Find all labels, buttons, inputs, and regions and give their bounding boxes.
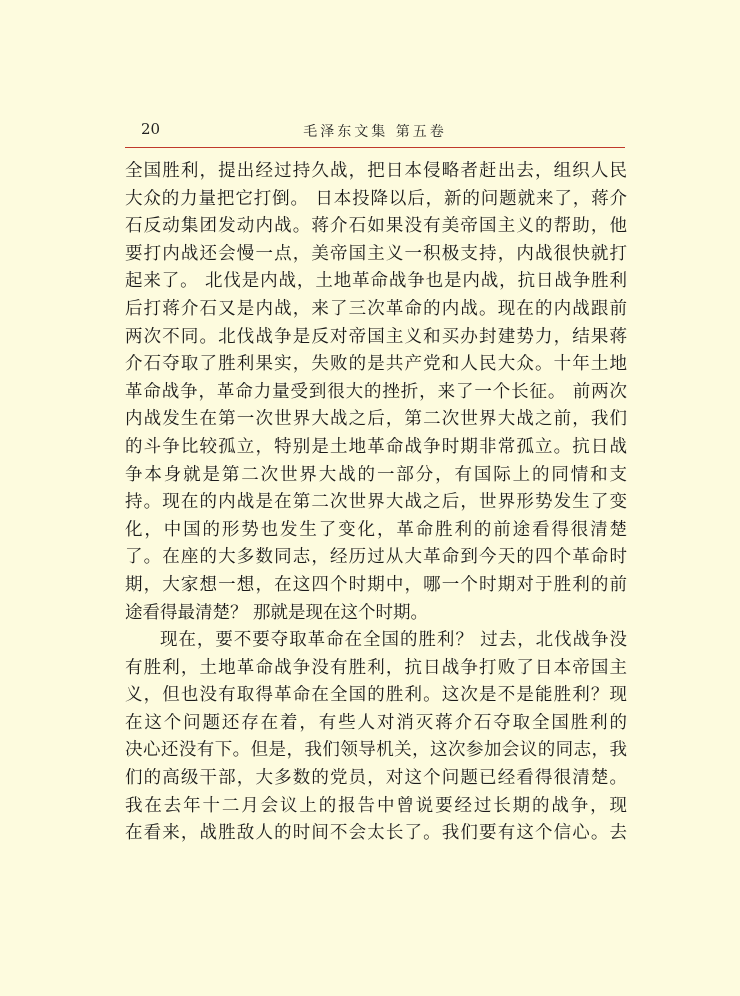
text-line: 石反动集团发动内战。蒋介石如果没有美帝国主义的帮助，他 (125, 216, 627, 237)
text-line: 内战发生在第一次世界大战之后，第二次世界大战之前，我们 (125, 409, 627, 430)
text-line: 介石夺取了胜利果实，失败的是共产党和人民大众。十年土地 (125, 354, 627, 375)
header-rule (125, 147, 625, 148)
text-line: 义，但也没有取得革命在全国的胜利。这次是不是能胜利？现 (125, 685, 627, 706)
text-line: 起来了。 北伐是内战，土地革命战争也是内战，抗日战争胜利 (125, 271, 627, 292)
text-line: 了。在座的大多数同志，经历过从大革命到今天的四个革命时 (125, 547, 627, 568)
text-line: 们的高级干部，大多数的党员，对这个问题已经看得很清楚。 (125, 768, 627, 789)
page-number: 20 (141, 120, 161, 138)
text-line: 现在，要不要夺取革命在全国的胜利？ 过去，北伐战争没 (160, 630, 627, 651)
text-line: 期，大家想一想，在这四个时期中，哪一个时期对于胜利的前 (125, 574, 627, 595)
text-line: 在看来，战胜敌人的时间不会太长了。我们要有这个信心。去 (125, 823, 627, 844)
text-line: 在这个问题还存在着，有些人对消灭蒋介石夺取全国胜利的 (125, 712, 627, 733)
text-line: 化，中国的形势也发生了变化，革命胜利的前途看得很清楚 (125, 519, 627, 540)
text-line: 要打内战还会慢一点，美帝国主义一积极支持，内战很快就打 (125, 243, 627, 264)
text-line: 途看得最清楚？ 那就是现在这个时期。 (125, 602, 429, 623)
text-line: 两次不同。北伐战争是反对帝国主义和买办封建势力，结果蒋 (125, 326, 627, 347)
text-line: 争本身就是第二次世界大战的一部分，有国际上的同情和支 (125, 464, 627, 485)
page-header (125, 118, 625, 148)
body-text (125, 158, 627, 848)
text-line: 大众的力量把它打倒。 日本投降以后，新的问题就来了，蒋介 (125, 188, 627, 209)
text-line: 有胜利，土地革命战争没有胜利，抗日战争打败了日本帝国主 (125, 657, 627, 678)
running-title: 毛泽东文集 第五卷 (303, 124, 447, 140)
text-line: 革命战争，革命力量受到很大的挫折，来了一个长征。 前两次 (125, 381, 627, 402)
text-line: 后打蒋介石又是内战，来了三次革命的内战。现在的内战跟前 (125, 298, 627, 319)
text-line: 我在去年十二月会议上的报告中曾说要经过长期的战争，现 (125, 795, 627, 816)
text-line: 的斗争比较孤立，特别是土地革命战争时期非常孤立。抗日战 (125, 436, 627, 457)
text-line: 持。现在的内战是在第二次世界大战之后，世界形势发生了变 (125, 492, 627, 513)
text-line: 决心还没有下。但是，我们领导机关，这次参加会议的同志，我 (125, 740, 627, 761)
text-line: 全国胜利，提出经过持久战，把日本侵略者赶出去，组织人民 (125, 161, 627, 181)
